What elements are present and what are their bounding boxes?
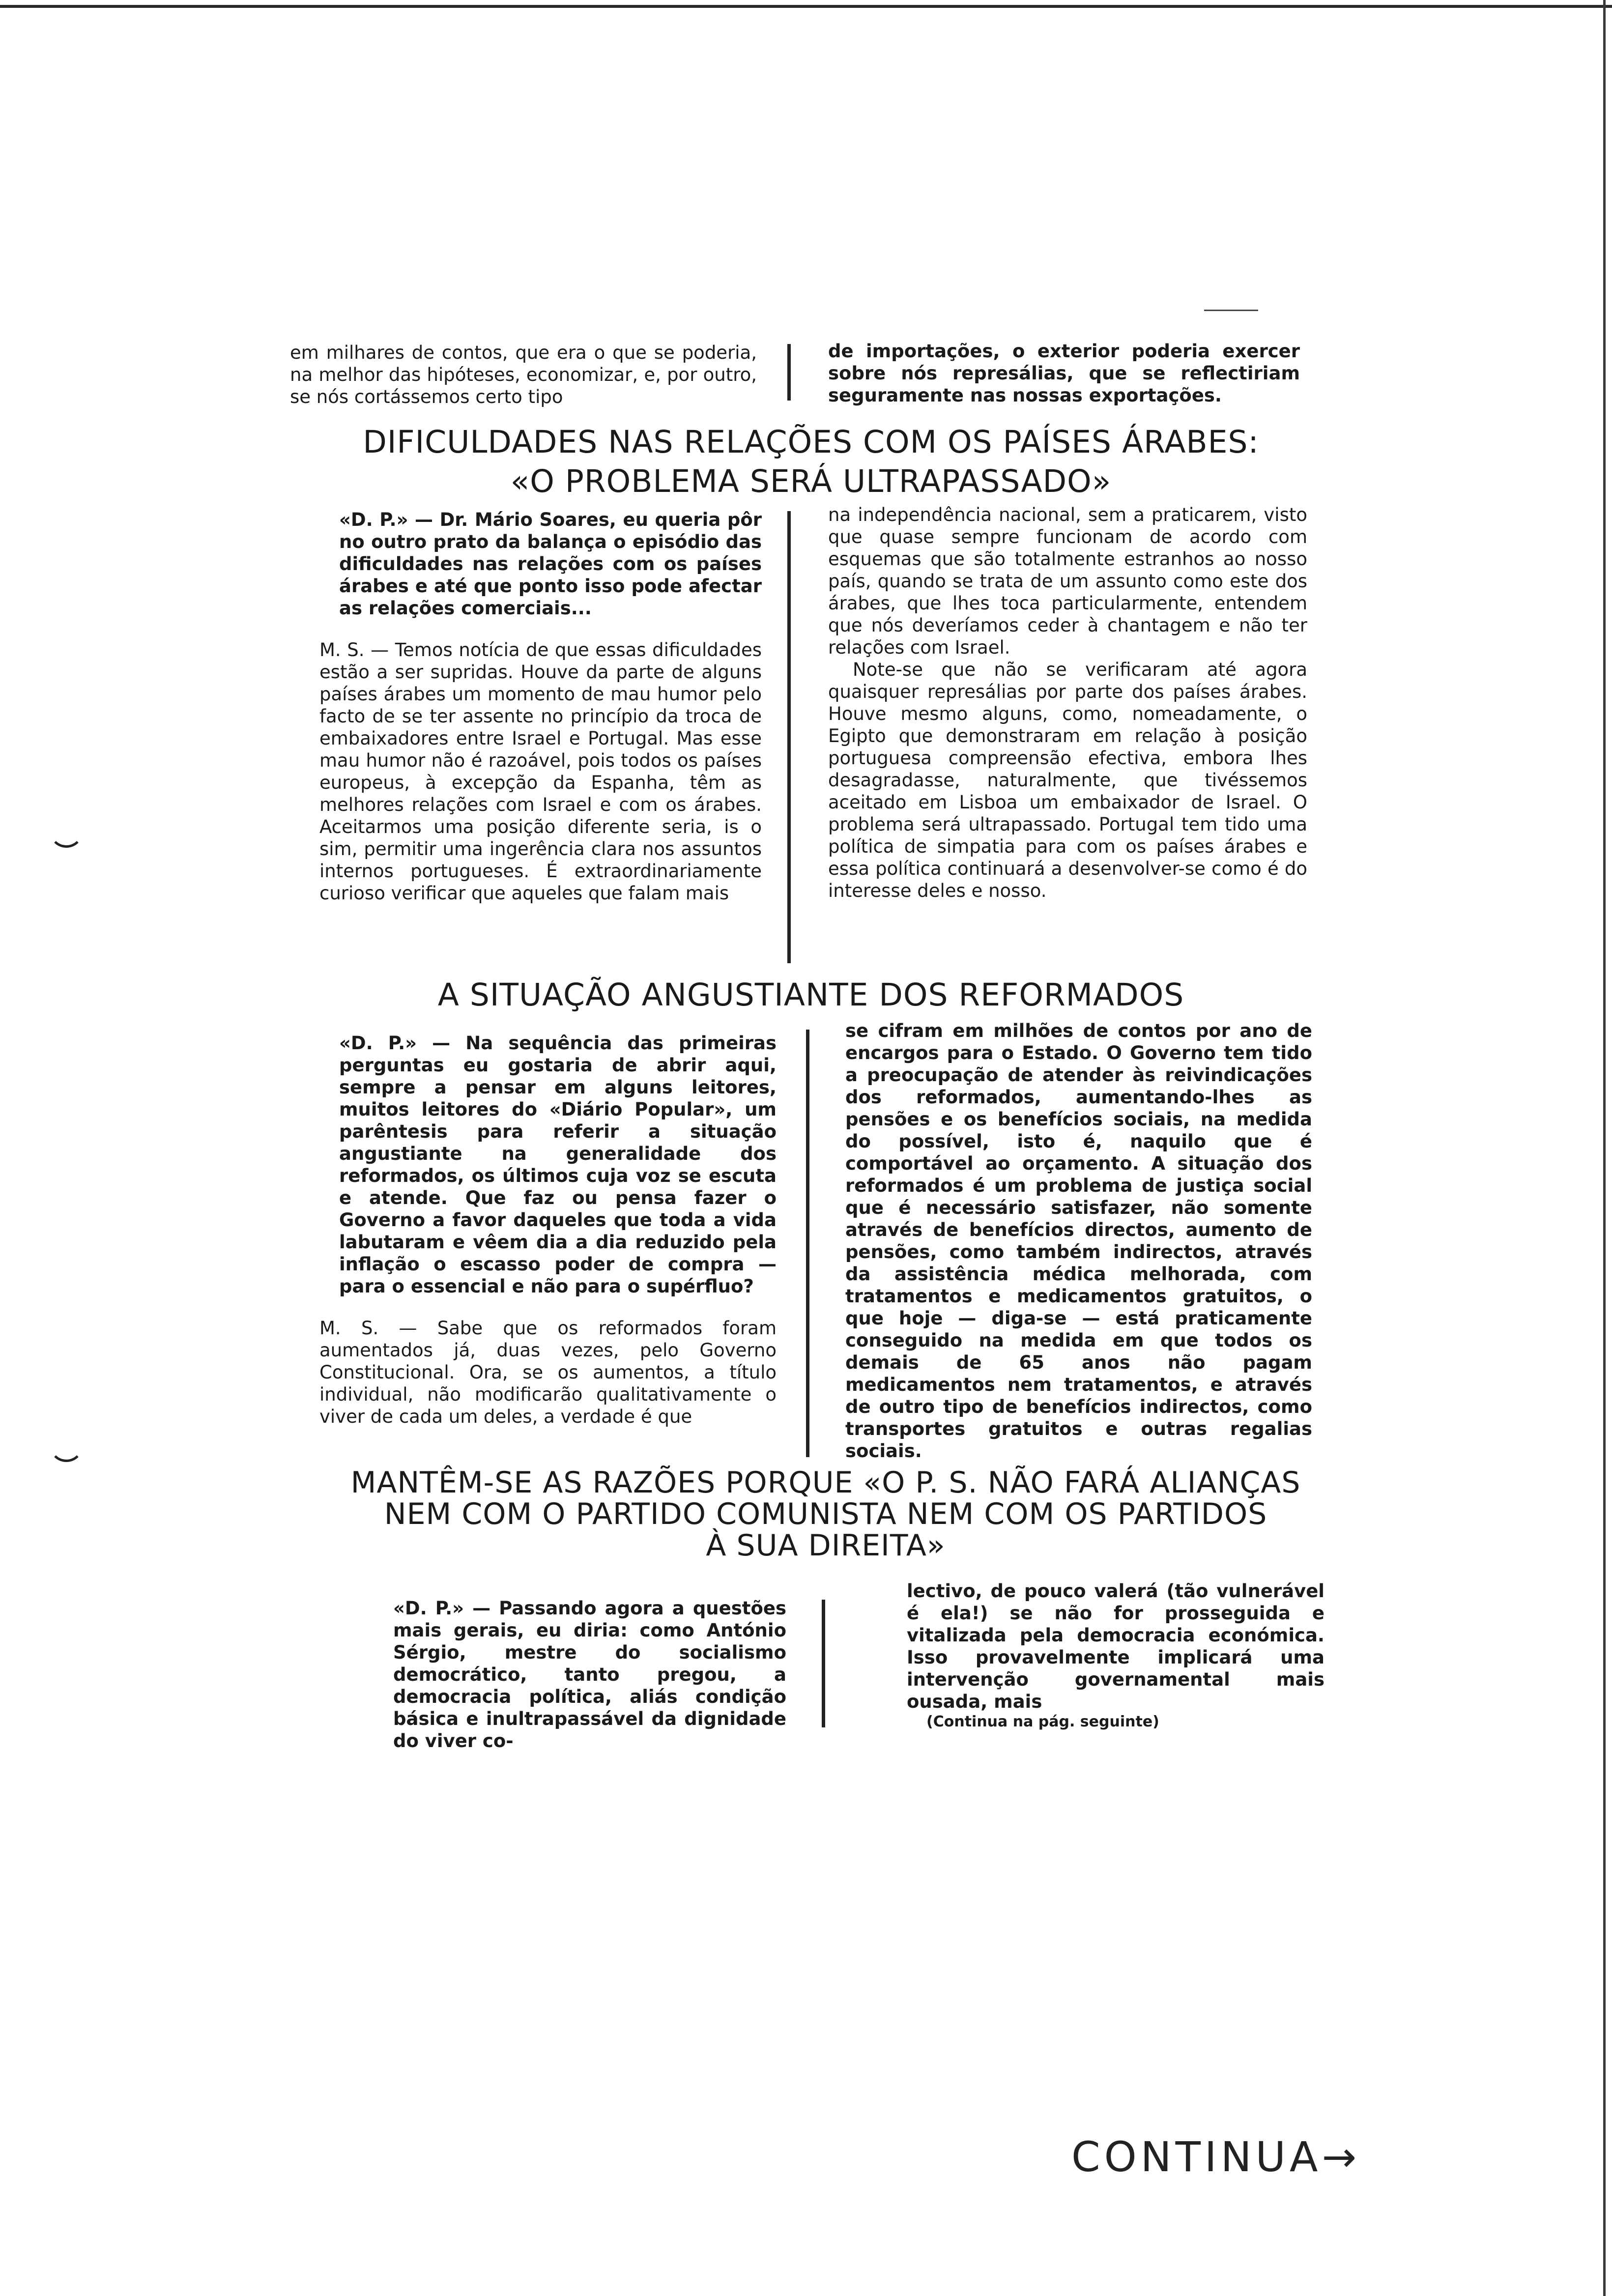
section1-right-column	[828, 504, 1307, 902]
punch-hole-mark	[49, 813, 84, 848]
intro-left-column	[290, 342, 757, 408]
top-border-line	[0, 5, 1612, 8]
continued-note: (Continua na pág. seguinte)	[926, 1713, 1159, 1730]
section2-right-column	[845, 1020, 1312, 1462]
continua-label: CONTINUA	[1071, 2133, 1322, 2181]
section-heading-retirees	[393, 976, 1229, 1015]
intro-right-column	[828, 340, 1300, 406]
column-rule	[787, 511, 791, 963]
question-continuation: lectivo, de pouco valerá (tão vulnerável é ela!) se não for prosseguida e vitalizada pela democracia económica. Isso provavelmente implicará uma intervenção governamental mais ousada, mais	[907, 1580, 1324, 1712]
right-border-line	[1603, 0, 1606, 2296]
heading-line: DIFICULDADES NAS RELAÇÕES COM OS PAÍSES ÁRABES:	[363, 424, 1259, 460]
punch-hole-mark	[49, 1428, 84, 1462]
scan-speck	[1204, 310, 1258, 311]
section1-left-column	[319, 509, 762, 904]
heading-line: «O PROBLEMA SERÁ ULTRAPASSADO»	[510, 463, 1112, 499]
interview-question: «D. P.» — Dr. Mário Soares, eu queria pôr no outro prato da balança o episódio das dificuldades nas relações com os países árabes e até que ponto isso pode afectar as relações comerciais...	[339, 509, 762, 619]
section-heading-alliances	[324, 1467, 1327, 1561]
intro-left-text: em milhares de contos, que era o que se poderia, na melhor das hipóteses, economizar, e, por outro, se nós cortássemos certo tipo	[290, 342, 757, 407]
heading-line: MANTÊM-SE AS RAZÕES PORQUE «O P. S. NÃO FARÁ ALIANÇAS	[350, 1465, 1301, 1500]
answer-paragraph: Note-se que não se verificaram até agora quaisquer represálias por parte dos países árabes. Houve mesmo alguns, como, nomeadamente, o Egipto que demonstraram em relação à posição portuguesa compreensão efectiva, embora lhes desagradasse, naturalmente, que tivéssemos aceitado em Lisboa um embaixador de Israel. O problema será ultrapassado. Portugal tem tido uma política de simpatia para com os países árabes e essa política continuará a desenvolver-se como é do interesse deles e nosso.	[828, 659, 1307, 901]
interview-question: «D. P.» — Passando agora a questões mais gerais, eu diria: como António Sérgio, mestre do socialismo democrático, tanto pregou, a democracia política, aliás condição básica e inultrapassável da dignidade do viver co-	[393, 1598, 786, 1751]
column-rule	[822, 1600, 825, 1727]
column-rule	[806, 1030, 809, 1457]
arrow-right-icon: →	[1322, 2133, 1356, 2181]
section2-left-column	[319, 1032, 777, 1428]
answer-continuation: se cifram em milhões de contos por ano de encargos para o Estado. O Governo tem tido a preocupação de atender às reivindicações dos reformados, aumentando-lhes as pensões e os benefícios sociais, na medida do possível, isto é, naquilo que é comportável ao orçamento. A situação dos reformados é um problema de justiça social que é necessário satisfazer, não somente através de benefícios directos, aumento de pensões, como também indirectos, através da assistência médica melhorada, com tratamentos e medicamentos gratuitos, o que hoje — diga-se — está praticamente conseguido na medida em que todos os demais de 65 anos não pagam medicamentos nem tratamentos, e através de outro tipo de benefícios indirectos, como transportes gratuitos e outras regalias sociais.	[845, 1020, 1312, 1462]
heading-line: NEM COM O PARTIDO COMUNISTA NEM COM OS PARTIDOS	[384, 1497, 1267, 1531]
section3-left-column	[374, 1597, 786, 1752]
heading-line: A SITUAÇÃO ANGUSTIANTE DOS REFORMADOS	[437, 977, 1184, 1013]
interview-answer: M. S. — Sabe que os reformados foram aumentados já, duas vezes, pelo Governo Constitucional. Ora, se os aumentos, a título individual, não modificarão qualitativamente o viver de cada um deles, a verdade é que	[319, 1318, 777, 1427]
continua-mark	[1071, 2133, 1356, 2181]
intro-right-text: de importações, o exterior poderia exercer sobre nós represálias, que se reflectiriam seguramente nas nossas exportações.	[828, 341, 1300, 406]
answer-continuation: na independência nacional, sem a praticarem, visto que quase sempre funcionam de acordo com esquemas que são totalmente estranhos ao nosso país, quando se trata de um assunto como este dos árabes, que lhes toca particularmente, entendem que nós deveríamos ceder à chantagem e não ter relações com Israel.	[828, 504, 1307, 658]
interview-answer: M. S. — Temos notícia de que essas dificuldades estão a ser supridas. Houve da parte de alguns países árabes um momento de mau humor pelo facto de se ter assente no princípio da troca de embaixadores entre Israel e Portugal. Mas esse mau humor não é razoável, pois todos os países europeus, à excepção da Espanha, têm as melhores relações com Israel e com os árabes. Aceitarmos uma posição diferente seria, is o sim, permitir uma ingerência clara nos assuntos internos portugueses. É extraordinariamente curioso verificar que aqueles que falam mais	[319, 639, 762, 904]
section-heading-arab-relations	[344, 423, 1278, 501]
section3-right-column	[907, 1580, 1324, 1731]
column-rule	[787, 344, 791, 401]
interview-question: «D. P.» — Na sequência das primeiras perguntas eu gostaria de abrir aqui, sempre a pensar em alguns leitores, muitos leitores do «Diário Popular», um parêntesis para referir a situação angustiante na generalidade dos reformados, os últimos cuja voz se escuta e atende. Que faz ou pensa fazer o Governo a favor daqueles que toda a vida labutaram e vêem dia a dia reduzido pela inflação o escasso poder de compra — para o essencial e não para o supérfluo?	[339, 1033, 777, 1297]
heading-line: À SUA DIREITA»	[706, 1528, 946, 1563]
